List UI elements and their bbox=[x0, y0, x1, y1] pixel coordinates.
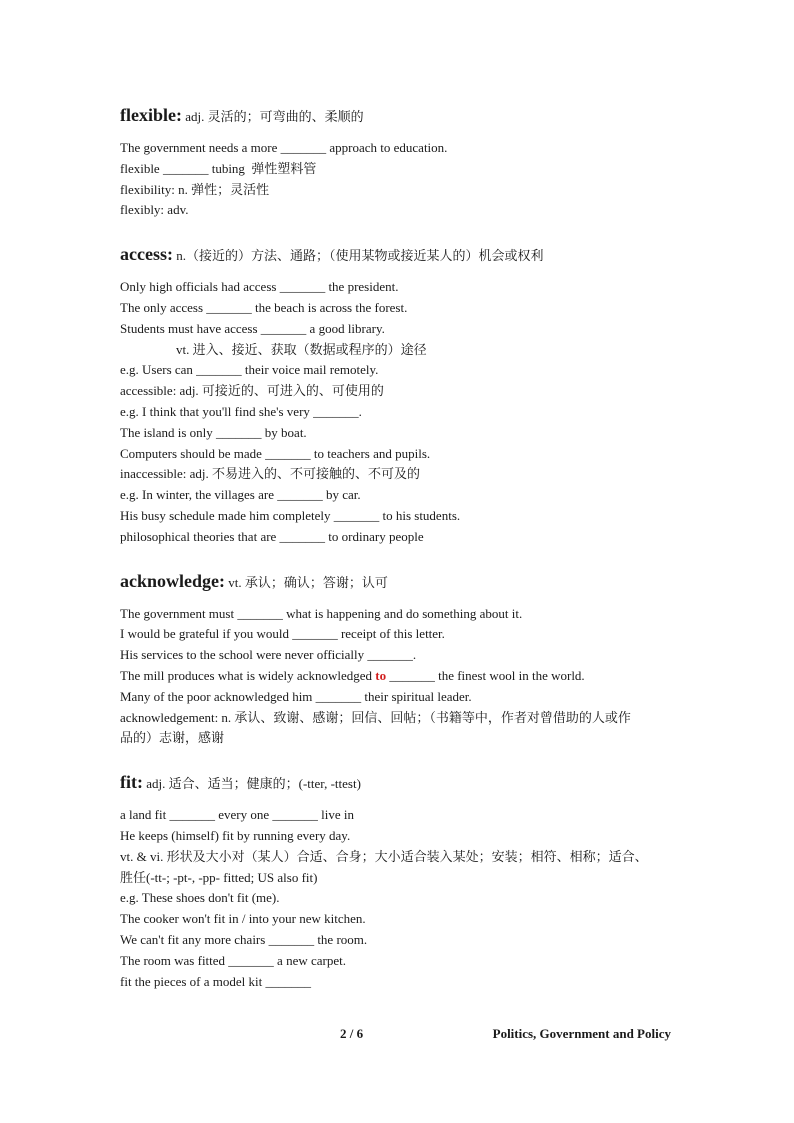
entry-acknowledge bbox=[120, 570, 680, 750]
example-line: The government must _______ what is happening and do something about it. bbox=[120, 605, 523, 621]
example-line: inaccessible: adj. 不易进入的、不可接触的、不可及的 bbox=[120, 466, 421, 482]
highlighted-word: to bbox=[375, 667, 387, 683]
example-line: Students must have access _______ a good library. bbox=[120, 320, 385, 336]
example-line: a land fit _______ every one _______ live in bbox=[120, 807, 354, 823]
example-line: flexibility: n. 弹性；灵活性 bbox=[120, 181, 270, 197]
example-line: 品的）志谢，感谢 bbox=[120, 730, 225, 746]
example-line: 胜任(-tt-; -pt-, -pp- fitted; US also fit) bbox=[120, 869, 318, 885]
entry-fit bbox=[120, 771, 680, 992]
page-number: 2 / 6 bbox=[340, 1026, 364, 1041]
text-segment: The mill produces what is widely acknowledged bbox=[120, 667, 376, 683]
example-line: The cooker won't fit in / into your new kitchen. bbox=[120, 911, 366, 927]
example-line: e.g. Users can _______ their voice mail remotely. bbox=[120, 362, 379, 378]
definition: vt. 承认；确认；答谢；认可 bbox=[225, 574, 388, 590]
entry-flexible bbox=[120, 104, 680, 221]
example-line: acknowledgement: n. 承认、致谢、感谢；回信、回帖；（书籍等中，作者对曾借助的人或作 bbox=[120, 709, 631, 725]
example-line: The room was fitted _______ a new carpet. bbox=[120, 952, 346, 968]
headword: flexible: bbox=[120, 105, 182, 125]
example-line: He keeps (himself) fit by running every day. bbox=[120, 827, 351, 843]
example-line: flexibly: adv. bbox=[120, 202, 189, 218]
document-body bbox=[120, 104, 680, 1014]
headword: access: bbox=[120, 244, 173, 265]
definition: adj. 灵活的；可弯曲的、柔顺的 bbox=[181, 109, 364, 124]
footer-title: Politics, Government and Policy bbox=[492, 1026, 671, 1041]
example-line: The only access _______ the beach is across the forest. bbox=[120, 299, 408, 315]
text-segment: _______ the finest wool in the world. bbox=[386, 667, 585, 683]
example-line: His busy schedule made him completely _______ to his students. bbox=[120, 507, 461, 523]
definition: adj. 适合、适当；健康的；(-tter, -ttest) bbox=[142, 776, 361, 792]
example-line: vt. & vi. 形状及大小对（某人）合适、合身；大小适合装入某处；安装；相符、相称；适合、 bbox=[120, 848, 648, 864]
example-line: The government needs a more _______ approach to education. bbox=[120, 140, 448, 155]
example-line: accessible: adj. 可接近的、可进入的、可使用的 bbox=[120, 383, 384, 399]
headword: acknowledge: bbox=[120, 570, 225, 591]
example-line: The island is only _______ by boat. bbox=[120, 424, 307, 440]
entry-heading bbox=[120, 243, 680, 268]
definition: n.（接近的）方法、通路；（使用某物或接近某人的）机会或权利 bbox=[172, 248, 544, 264]
headword: fit: bbox=[120, 772, 143, 793]
sub-definition: vt. 进入、接近、获取（数据或程序的）途径 bbox=[176, 341, 427, 357]
example-line: Many of the poor acknowledged him _______ their spiritual leader. bbox=[120, 688, 472, 704]
page-footer bbox=[0, 1026, 794, 1046]
example-line-highlight bbox=[120, 666, 680, 687]
entry-heading bbox=[120, 570, 680, 595]
example-line: His services to the school were never officially _______. bbox=[120, 647, 417, 663]
example-line: e.g. These shoes don't fit (me). bbox=[120, 890, 280, 906]
entry-heading bbox=[120, 771, 680, 796]
example-line: fit the pieces of a model kit _______ bbox=[120, 973, 311, 989]
example-line: Computers should be made _______ to teachers and pupils. bbox=[120, 445, 431, 461]
example-line: We can't fit any more chairs _______ the room. bbox=[120, 931, 368, 947]
entry-heading bbox=[120, 104, 680, 129]
entry-access bbox=[120, 243, 680, 547]
example-line: e.g. In winter, the villages are _______ by car. bbox=[120, 487, 361, 503]
example-line: e.g. I think that you'll find she's very _______. bbox=[120, 403, 362, 419]
example-line: I would be grateful if you would _______ receipt of this letter. bbox=[120, 626, 445, 642]
example-line: philosophical theories that are _______ to ordinary people bbox=[120, 528, 424, 544]
example-line: Only high officials had access _______ the president. bbox=[120, 279, 399, 295]
example-line: flexible _______ tubing 弹性塑料管 bbox=[120, 160, 317, 176]
